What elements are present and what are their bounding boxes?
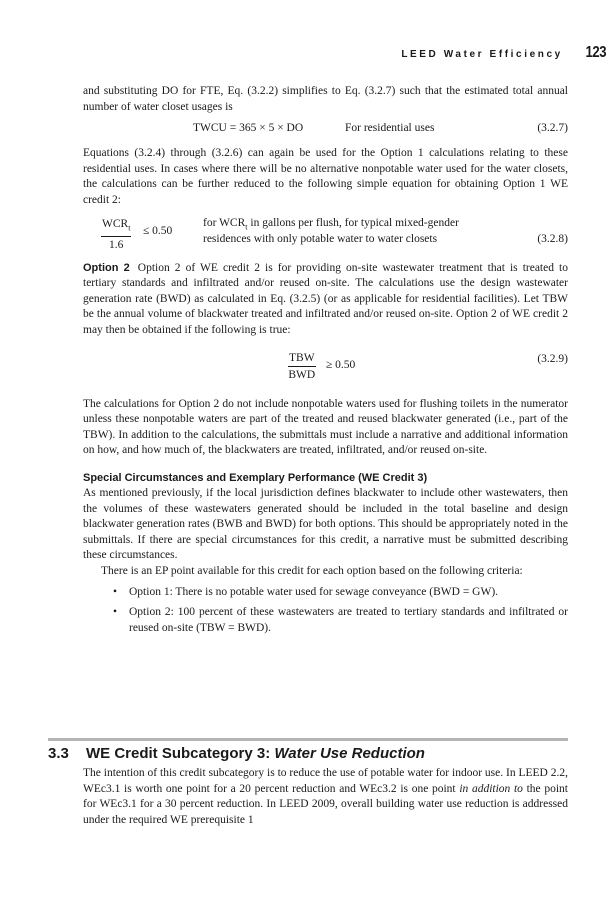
section-title: WE Credit Subcategory 3:	[86, 745, 271, 762]
list-item: • Option 1: There is no potable water used for sewage conveyance (BWD = GW).	[83, 585, 568, 601]
criteria-list	[83, 585, 568, 636]
section-paragraph: The intention of this credit subcategory is to reduce the use of potable water for indoor use. In LEED 2.2, WEc3.1 is worth one point for a 20 percent reduction and WEc3.2 is one point in addition to the point for WEc3.1 for a 30 percent reduction. In LEED 2009, overall building water use reduction is addressed under the required WE prerequisite 1	[83, 767, 568, 826]
paragraph-6: There is an EP point available for this credit for each option based on the following criteria:	[101, 564, 523, 577]
equation-3-2-9	[83, 347, 568, 387]
list-item: • Option 2: 100 percent of these wastewaters are treated to tertiary standards and infiltrated or reused on-site (TBW = BWD).	[113, 606, 568, 634]
section-body	[83, 766, 568, 828]
eq-numerator: TBW	[288, 351, 316, 367]
eq-relation: ≤ 0.50	[143, 224, 173, 237]
option-2-text: Option 2 of WE credit 2 is for providing on-site wastewater treatment that is treated to tertiary standards and infiltrated and/or reused on-site. The calculations use the design wastewater generation rate (BWD) as calculated in Eq. (3.2.5) (or as applicable for residential facilities). Let TBW be the annual volume of blackwater treated and infiltrated and/or reused on-site. Option 2 of WE credit 2 may then be obtained if the following is true:	[83, 261, 568, 336]
eq-description-line-2: residences with only potable water to water closets	[203, 232, 438, 245]
option-2-heading: Option 2	[83, 261, 130, 274]
eq-fraction	[288, 351, 316, 382]
eq-description-line-1: for $WCR_t$ in gallons per flush, for typical mixed-gender	[203, 216, 459, 231]
eq-denominator: BWD	[288, 368, 316, 381]
paragraph-1: and substituting DO for FTE, Eq. (3.2.2) simplifies to Eq. (3.2.7) such that the estimated total annual number of water closet usages is	[83, 85, 568, 113]
main-content	[83, 84, 568, 640]
subheading-special-circumstances: Special Circumstances and Exemplary Performance (WE Credit 3)	[83, 471, 428, 484]
paragraph-5: As mentioned previously, if the local jurisdiction defines blackwater to include other wastewaters, then the volumes of these wastewaters generated should be included in the total baseline and design blackwater generation rates (BWB and BWD) for both options. This should be appropriately noted in the submittals. If there are special circumstances for this credit, a narrative must be submitted describing these circumstances.	[83, 486, 568, 562]
eq-number: (3.2.9)	[537, 352, 568, 365]
page-header	[401, 44, 606, 62]
paragraph-4: The calculations for Option 2 do not include nonpotable waters used for flushing toilets in the numerator unless these nonpotable waters are part of the treated and reused blackwater generated (i.e., part of the TBW). In addition to the calculations, the submittals must include a narrative and additional information on how, and how much of, the blackwaters are treated, infiltrated, and/or reused on-site.	[83, 397, 568, 457]
bullet-icon: •	[113, 606, 118, 619]
page-number: 123	[585, 44, 606, 61]
eq-number: (3.2.7)	[537, 122, 568, 135]
bullet-icon: •	[113, 586, 118, 599]
eq-denominator: 1.6	[109, 238, 124, 251]
eq-relation: ≥ 0.50	[326, 358, 356, 371]
paragraph-option-2	[83, 261, 568, 339]
section-heading	[48, 744, 425, 764]
section-title-italic: Water Use Reduction	[274, 745, 425, 762]
section-number: 3.3	[48, 745, 69, 762]
section-divider	[48, 738, 568, 741]
paragraph-2: Equations (3.2.4) through (3.2.6) can again be used for the Option 1 calculations relating to these residential uses. In cases where there will be no alternative nonpotable water used for the water closets, the calculations can be further reduced to the following simple equation for obtaining Option 1 WE credit 2:	[83, 147, 568, 206]
eq-number: (3.2.8)	[537, 232, 568, 245]
equation-3-2-7	[83, 120, 568, 140]
eq-condition: For residential uses	[345, 122, 435, 135]
eq-numerator: WCR	[102, 217, 129, 230]
eq-formula: TWCU = 365 × 5 × DO	[193, 122, 304, 135]
running-head: LEED Water Efficiency	[401, 49, 563, 60]
emphasis-text: in addition to	[459, 782, 523, 795]
eq-fraction	[101, 217, 131, 252]
equation-3-2-8	[83, 215, 568, 255]
eq-subscript: t	[128, 222, 131, 232]
